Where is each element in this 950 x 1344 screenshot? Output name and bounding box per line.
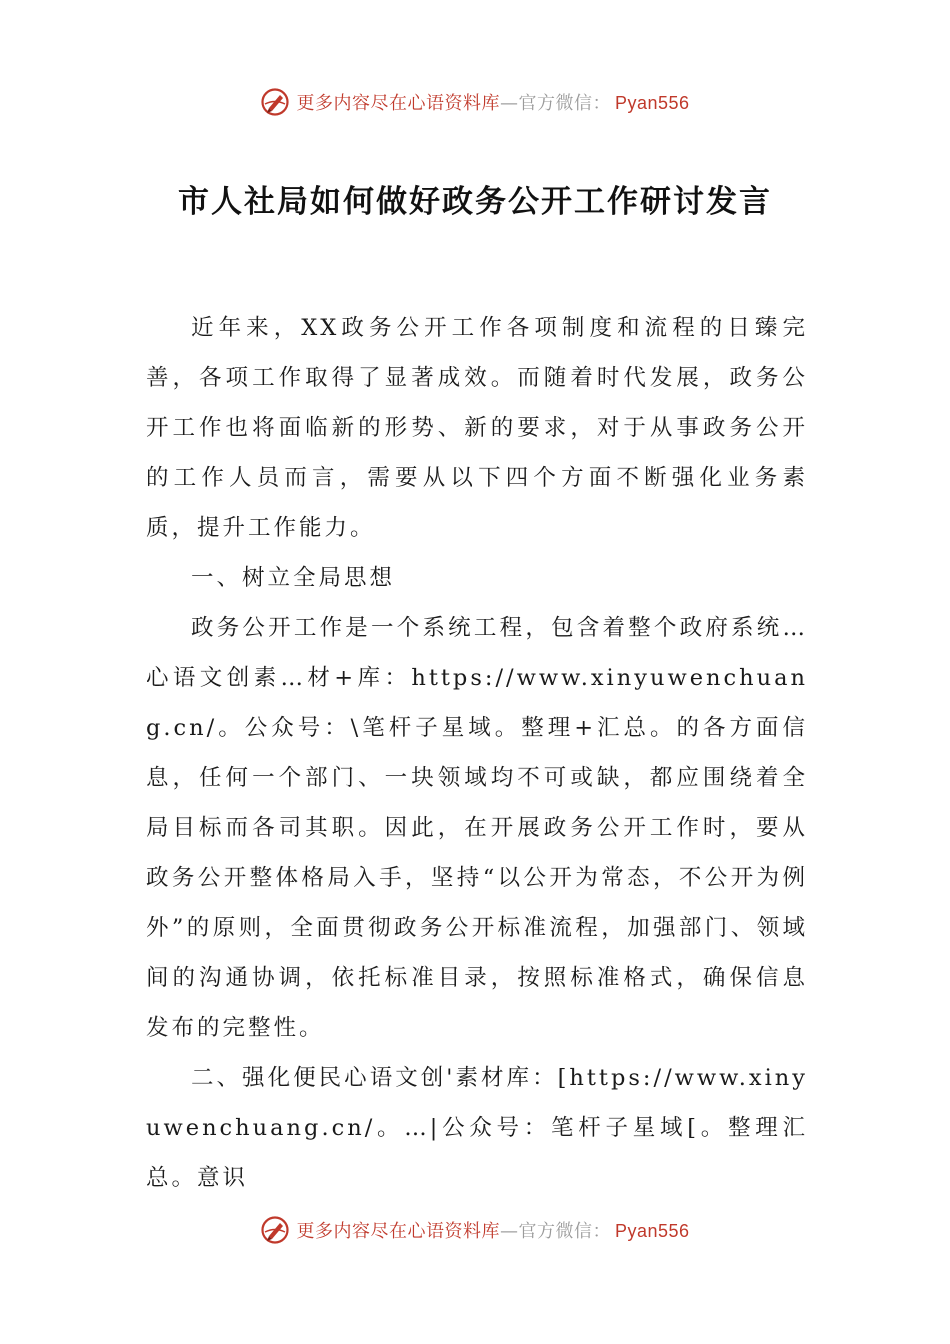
banner-site: 更多内容尽在心语资料库 <box>296 93 500 114</box>
banner-wechat-label: 官方微信： <box>518 93 611 114</box>
banner-text <box>296 1217 689 1243</box>
header-banner <box>0 84 950 120</box>
footer-banner <box>0 1212 950 1248</box>
banner-wechat-label: 官方微信： <box>518 1221 611 1242</box>
banner-separator: — <box>499 1221 519 1242</box>
pen-logo-icon <box>260 87 290 117</box>
banner-text <box>296 89 689 115</box>
section-heading-1: 一、树立全局思想 <box>191 565 396 591</box>
banner-site: 更多内容尽在心语资料库 <box>296 1221 500 1242</box>
banner-separator: — <box>499 93 519 114</box>
document-body <box>146 303 808 1203</box>
document-title: 市人社局如何做好政务公开工作研讨发言 <box>178 184 772 220</box>
paragraph-section-1: 政务公开工作是一个系统工程，包含着整个政府系统…心语文创素…材+库：https://www.xinyuwenchuang.cn/。公众号：\笔杆子星域。整理+汇总。的各方面信息，任何一个部门、一块领域均不可或缺，都应围绕着全局目标而各司其职。因此，在开展政务公开工作时，要从政务公开整体格局入手，坚持“以公开为常态，不公开为例外”的原则，全面贯彻政务公开标准流程，加强部门、领域间的沟通协调，依托标准目录，按照标准格式，确保信息发布的完整性。 <box>146 615 808 1041</box>
pen-logo-icon <box>260 1215 290 1245</box>
paragraph-intro: 近年来，XX政务公开工作各项制度和流程的日臻完善，各项工作取得了显著成效。而随着时代发展，政务公开工作也将面临新的形势、新的要求，对于从事政务公开的工作人员而言，需要从以下四个方面不断强化业务素质，提升工作能力。 <box>146 315 808 541</box>
banner-wechat-id: Pyan556 <box>614 1221 690 1241</box>
banner-wechat-id: Pyan556 <box>614 93 690 113</box>
section-heading-2: 二、强化便民心语文创'素材库：[https://www.xinyuwenchuang.cn/。…|公众号：笔杆子星域[。整理汇总。意识 <box>146 1065 808 1191</box>
